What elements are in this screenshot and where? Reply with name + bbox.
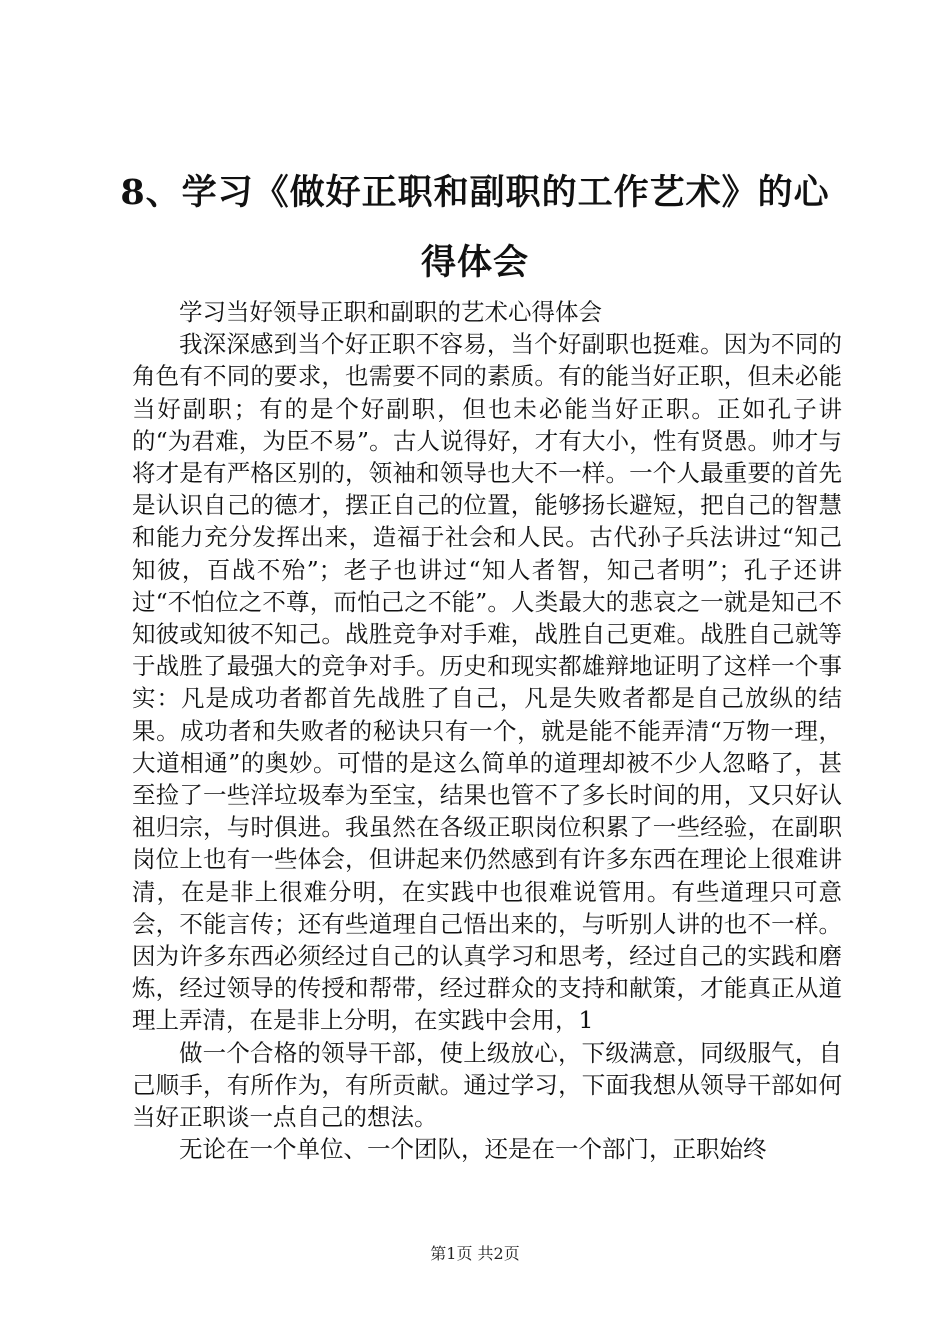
body-paragraph: 做一个合格的领导干部，使上级放心，下级满意，同级服气，自己顺手，有所作为，有所贡献。通过学习，下面我想从领导干部如何当好正职谈一点自己的想法。 <box>132 1038 842 1132</box>
document-title: 8、学习《做好正职和副职的工作艺术》的心得体会 <box>120 172 830 283</box>
subtitle-paragraph: 学习当好领导正职和副职的艺术心得体会 <box>179 298 602 326</box>
page-number-footer: 第1页 共2页 <box>430 1244 520 1263</box>
body-paragraph: 无论在一个单位、一个团队，还是在一个部门，正职始终 <box>179 1135 767 1164</box>
document-body <box>132 296 842 1165</box>
body-paragraph: 我深深感到当个好正职不容易，当个好副职也挺难。因为不同的角色有不同的要求，也需要不同的素质。有的能当好正职，但未必能当好副职；有的是个好副职，但也未必能当好正职。正如孔子讲的“为君难，为臣不易”。古人说得好，才有大小，性有贤愚。帅才与将才是有严格区别的，领袖和领导也大不一样。一个人最重要的首先是认识自己的德才，摆正自己的位置，能够扬长避短，把自己的智慧和能力充分发挥出来，造福于社会和人民。古代孙子兵法讲过“知己知彼，百战不殆”；老子也讲过“知人者智，知己者明”；孔子还讲过“不怕位之不尊，而怕己之不能”。人类最大的悲哀之一就是知己不知彼或知彼不知己。战胜竞争对手难，战胜自己更难。战胜自己就等于战胜了最强大的竞争对手。历史和现实都雄辩地证明了这样一个事实：凡是成功者都首先战胜了自己，凡是失败者都是自己放纵的结果。成功者和失败者的秘诀只有一个，就是能不能弄清“万物一理，大道相通”的奥妙。可惜的是这么简单的道理却被不少人忽略了，甚至捡了一些洋垃圾奉为至宝，结果也管不了多长时间的用，又只好认祖归宗，与时俱进。我虽然在各级正职岗位积累了一些经验，在副职岗位上也有一些体会，但讲起来仍然感到有许多东西在理论上很难讲清，在是非上很难分明，在实践中也很难说管用。有些道理只可意会，不能言传；还有些道理自己悟出来的，与听别人讲的也不一样。因为许多东西必须经过自己的认真学习和思考，经过自己的实践和磨炼，经过领导的传授和帮带，经过群众的支持和献策，才能真正从道理上弄清，在是非上分明，在实践中会用，1 <box>132 330 842 1035</box>
